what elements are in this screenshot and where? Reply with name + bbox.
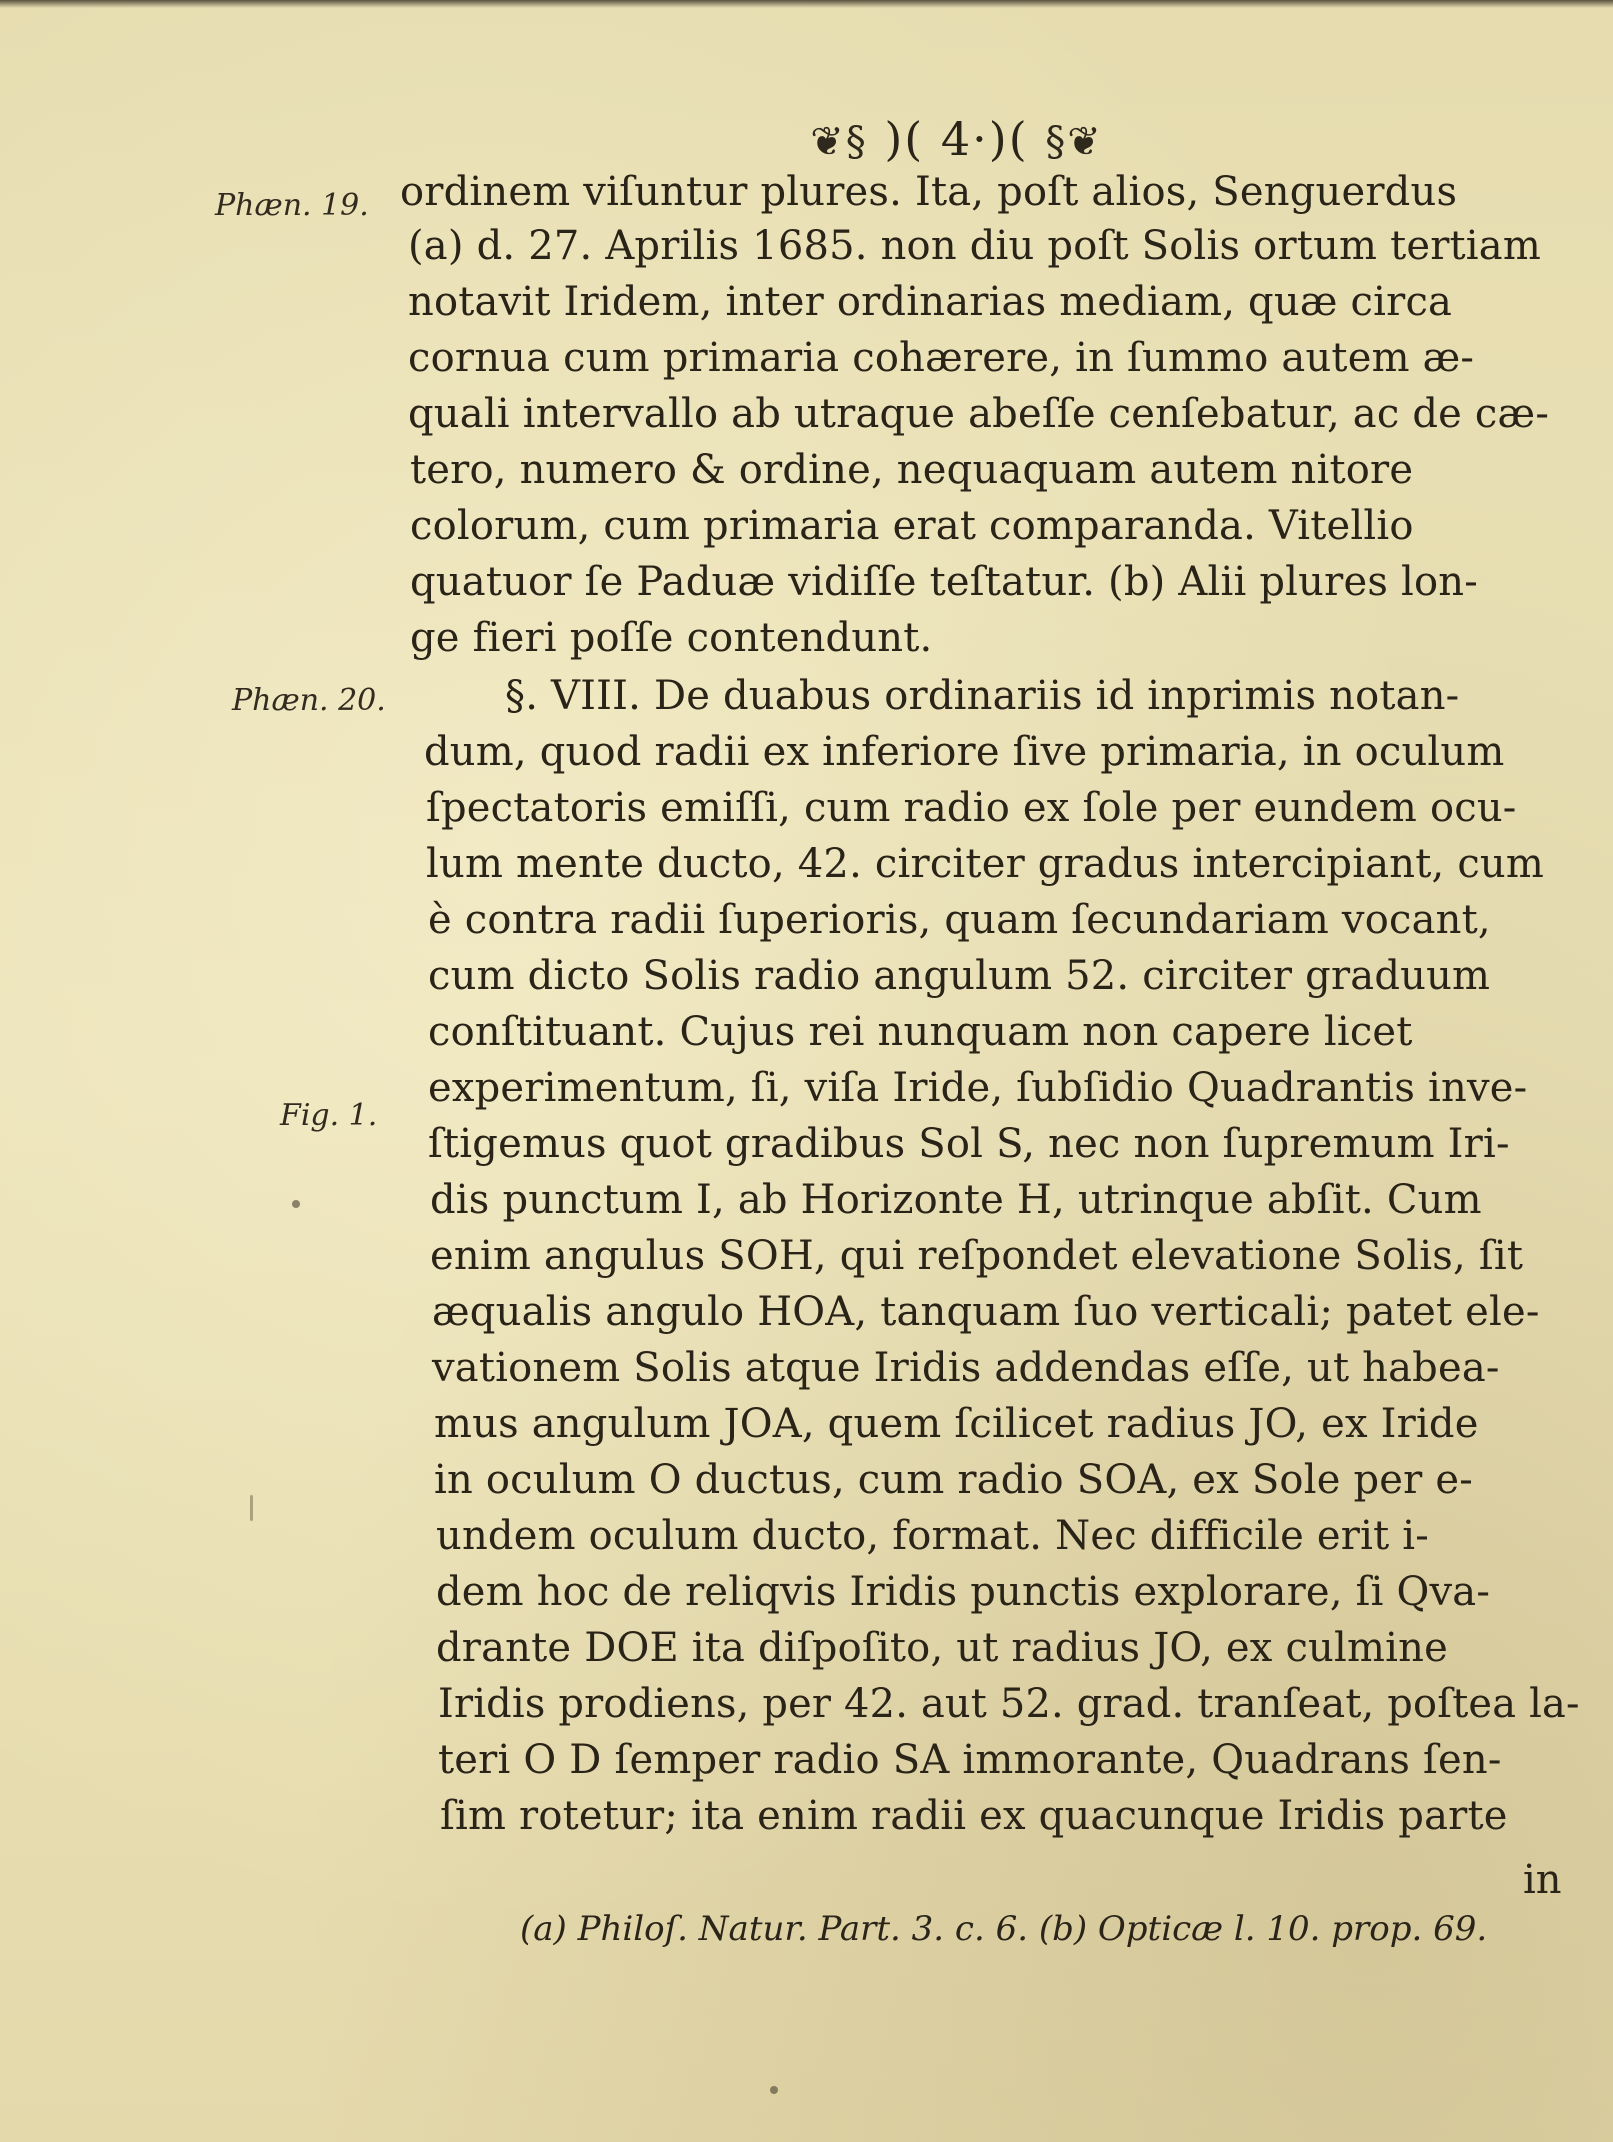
footnote: (a) Philoſ. Natur. Part. 3. c. 6. (b) Opticæ l. 10. prop. 69. — [520, 1909, 1488, 1949]
text-line: quatuor ſe Paduæ vidiſſe teſtatur. (b) Alii plures lon- — [410, 559, 1478, 605]
text-line: ordinem viſuntur plures. Ita, poſt alios, Senguerdus — [400, 169, 1458, 215]
margin-note-fig-1: Fig. 1. — [280, 1098, 378, 1133]
paper-speck — [292, 1200, 300, 1208]
text-line: ſpectatoris emiſſi, cum radio ex ſole per eundem ocu- — [426, 785, 1517, 831]
catchword: in — [1523, 1857, 1562, 1903]
text-line: enim angulus SOH, qui reſpondet elevatione Solis, ſit — [430, 1233, 1524, 1279]
margin-note-phaen-20: Phæn. 20. — [232, 683, 386, 718]
text-line: dem hoc de reliqvis Iridis punctis explorare, ſi Qva- — [436, 1569, 1491, 1615]
page-number: )( 4·)( — [884, 112, 1029, 166]
text-line: Iridis prodiens, per 42. aut 52. grad. tranſeat, poſtea la- — [438, 1681, 1580, 1727]
text-line: ſim rotetur; ita enim radii ex quacunque Iridis parte — [440, 1793, 1508, 1839]
text-line: in oculum O ductus, cum radio SOA, ex Sole per e- — [434, 1457, 1473, 1503]
text-line: ſtigemus quot gradibus Sol S, nec non ſupremum Iri- — [428, 1121, 1510, 1167]
text-line: dis punctum I, ab Horizonte H, utrinque abſit. Cum — [430, 1177, 1482, 1223]
text-line: cum dicto Solis radio angulum 52. circiter graduum — [428, 953, 1491, 999]
section-heading-line: §. VIII. De duabus ordinariis id inprimis notan- — [505, 673, 1460, 719]
ornament-right: §❦ — [1045, 119, 1103, 165]
text-line: mus angulum JOA, quem ſcilicet radius JO, ex Iride — [434, 1401, 1479, 1447]
text-line: notavit Iridem, inter ordinarias mediam, quæ circa — [408, 279, 1453, 325]
text-line: dum, quod radii ex inferiore ſive primaria, in oculum — [424, 729, 1505, 775]
text-line: teri O D ſemper radio SA immorante, Quadrans ſen- — [438, 1737, 1502, 1783]
text-line: colorum, cum primaria erat comparanda. Vitellio — [410, 503, 1414, 549]
text-line: quali intervallo ab utraque abeſſe cenſebatur, ac de cæ- — [408, 391, 1550, 437]
paper-speck — [770, 2086, 778, 2094]
paper-mark — [250, 1495, 253, 1521]
text-line: conſtituant. Cujus rei nunquam non capere licet — [428, 1009, 1413, 1055]
ornament-left: ❦§ — [810, 119, 868, 165]
margin-note-phaen-19: Phæn. 19. — [215, 188, 369, 223]
text-line: ge fieri poſſe contendunt. — [410, 615, 933, 661]
text-line: (a) d. 27. Aprilis 1685. non diu poſt Solis ortum tertiam — [408, 223, 1541, 269]
text-line: undem oculum ducto, format. Nec difficile erit i- — [436, 1513, 1429, 1559]
text-line: tero, numero & ordine, nequaquam autem nitore — [410, 447, 1414, 493]
text-line: drante DOE ita diſpoſito, ut radius JO, ex culmine — [436, 1625, 1448, 1671]
text-line: vationem Solis atque Iridis addendas eſſe, ut habea- — [432, 1345, 1500, 1391]
text-line: è contra radii ſuperioris, quam ſecundariam vocant, — [428, 897, 1491, 943]
text-line: lum mente ducto, 42. circiter gradus intercipiant, cum — [426, 841, 1545, 887]
text-line: æqualis angulo HOA, tanquam ſuo verticali; patet ele- — [432, 1289, 1540, 1335]
text-line: experimentum, ſi, viſa Iride, ſubſidio Quadrantis inve- — [428, 1065, 1528, 1111]
text-line: cornua cum primaria cohærere, in ſummo autem æ- — [408, 335, 1475, 381]
